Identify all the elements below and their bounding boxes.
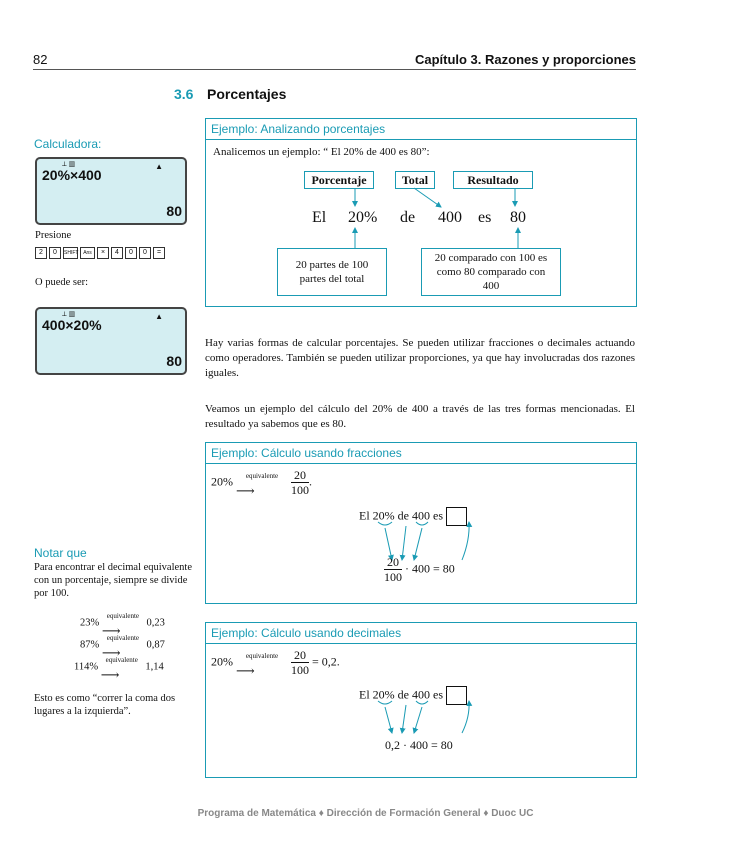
conversion-row	[74, 656, 164, 682]
calc-expression: 20%×400	[42, 167, 102, 183]
long-arrow-icon: ⟶	[236, 482, 255, 498]
arrow-label: equivalente	[106, 612, 139, 620]
word-de: de	[397, 508, 409, 523]
numerator: 20	[384, 555, 402, 570]
denominator: 100	[291, 483, 309, 497]
word-es: es	[433, 508, 443, 523]
conversion-row	[80, 612, 165, 638]
arrow-label: equivalente	[105, 656, 138, 664]
key-0: 0	[125, 247, 137, 259]
word-value: 400	[412, 508, 430, 523]
conversion-dec: 1,14	[145, 661, 164, 673]
denominator: 100	[384, 570, 402, 584]
chapter-title: Capítulo 3. Razones y proporciones	[414, 52, 636, 67]
sentence-word: 80	[510, 209, 526, 226]
conversion-pct: 114%	[74, 661, 99, 673]
note-heading: Notar que	[34, 546, 87, 560]
conversion-pct: 23%	[80, 617, 100, 629]
header-rule	[33, 69, 636, 70]
page-footer: Programa de Matemática ♦ Dirección de Formación General ♦ Duoc UC	[197, 808, 534, 819]
conversion-row	[80, 634, 165, 660]
long-arrow-icon: ⟶	[101, 645, 121, 660]
result-rest: · 400 = 80	[405, 561, 455, 576]
arrow-label: equivalente	[245, 471, 279, 480]
conversion-pct: 87%	[80, 639, 100, 651]
page-number: 82	[33, 52, 48, 67]
calc-result: 80	[166, 353, 182, 369]
arrow-label: equivalente	[245, 651, 279, 660]
note-left-text: 20 partes de 100 partes del total	[295, 259, 369, 285]
fraction	[384, 555, 402, 584]
key-equals: =	[153, 247, 165, 259]
press-label: Presione	[35, 230, 72, 241]
word-de: de	[397, 687, 409, 702]
key-shift: SHIFT	[63, 247, 78, 259]
example-title: Ejemplo: Cálculo usando fracciones	[206, 443, 636, 464]
fraction	[291, 468, 309, 497]
key-2: 2	[35, 247, 47, 259]
sentence-word: es	[478, 209, 492, 226]
arrow-label: equivalente	[106, 634, 139, 642]
word-pct: 20%	[372, 687, 395, 702]
numerator: 20	[291, 648, 309, 663]
calculator-display-2: ⟂ ▥ ▲ 400×20% 80	[35, 307, 187, 375]
conversion-dec: 0,23	[146, 617, 165, 629]
trailing-text: = 0,2.	[312, 654, 340, 669]
arrow-total-down	[414, 188, 441, 207]
long-arrow-icon: ⟶	[236, 662, 255, 678]
fraction-result	[384, 555, 455, 584]
calculator-heading: Calculadora:	[34, 137, 102, 151]
word-el: El	[359, 508, 370, 523]
example-title: Ejemplo: Cálculo usando decimales	[206, 623, 636, 644]
fraction	[291, 648, 309, 677]
label-total: Total	[395, 171, 435, 189]
word-value: 400	[412, 687, 430, 702]
word-pct: 20%	[372, 508, 395, 523]
section-title: Porcentajes	[207, 86, 287, 102]
key-ans: Ans	[80, 247, 95, 259]
fraction-equivalence	[211, 468, 312, 497]
example1-arrows	[205, 118, 635, 305]
pct-value: 20%	[211, 654, 233, 669]
note-right-text: 20 comparado con 100 es como 80 comparado con 400	[434, 252, 548, 292]
label-resultado: Resultado	[453, 171, 533, 189]
key-times: ×	[97, 247, 109, 259]
label-porcentaje: Porcentaje	[304, 171, 374, 189]
trailing-text: .	[309, 474, 312, 489]
long-arrow-icon: ⟶	[100, 667, 120, 682]
decimal-equivalence	[211, 648, 340, 677]
example-title: Ejemplo: Analizando porcentajes	[206, 119, 636, 140]
section-number: 3.6	[174, 86, 194, 102]
conversion-dec: 0,87	[146, 639, 165, 651]
example-intro: Analicemos un ejemplo: “ El 20% de 400 es 80”:	[213, 146, 430, 158]
long-arrow-icon: ⟶	[101, 623, 121, 638]
note-text: Para encontrar el decimal equivalente con un porcentaje, siempre se divide por 100.	[34, 562, 193, 599]
word-es: es	[433, 687, 443, 702]
calculator-display-1: ⟂ ▥ ▲ 20%×400 80	[35, 157, 187, 225]
paragraph-methods: Hay varias formas de calcular porcentajes. Se pueden utilizar fracciones o decimales actuando como operadores. También se pueden utilizar proporciones, ya que hay involucradas dos razones iguales.	[205, 337, 635, 379]
sentence-word: El	[312, 209, 327, 226]
or-label: O puede ser:	[35, 277, 89, 288]
calc-expression: 400×20%	[42, 317, 102, 333]
paragraph-example-intro: Veamos un ejemplo del cálculo del 20% de 400 a través de las tres formas mencionadas. El resultado ya sabemos que es 80.	[205, 403, 635, 430]
denominator: 100	[291, 663, 309, 677]
key-0: 0	[139, 247, 151, 259]
numerator: 20	[291, 468, 309, 483]
key-sequence	[35, 244, 167, 262]
decimal-result: 0,2 · 400 = 80	[385, 738, 453, 752]
closing-text: Esto es como “correr la coma dos lugares a la izquierda”.	[34, 693, 176, 717]
sentence-word: 400	[438, 209, 462, 226]
key-4: 4	[111, 247, 123, 259]
pct-value: 20%	[211, 474, 233, 489]
calc-result: 80	[166, 203, 182, 219]
word-el: El	[359, 687, 370, 702]
sentence-word: 20%	[348, 209, 378, 226]
sentence-word: de	[400, 209, 416, 226]
key-0: 0	[49, 247, 61, 259]
example3-arrows	[370, 699, 490, 739]
